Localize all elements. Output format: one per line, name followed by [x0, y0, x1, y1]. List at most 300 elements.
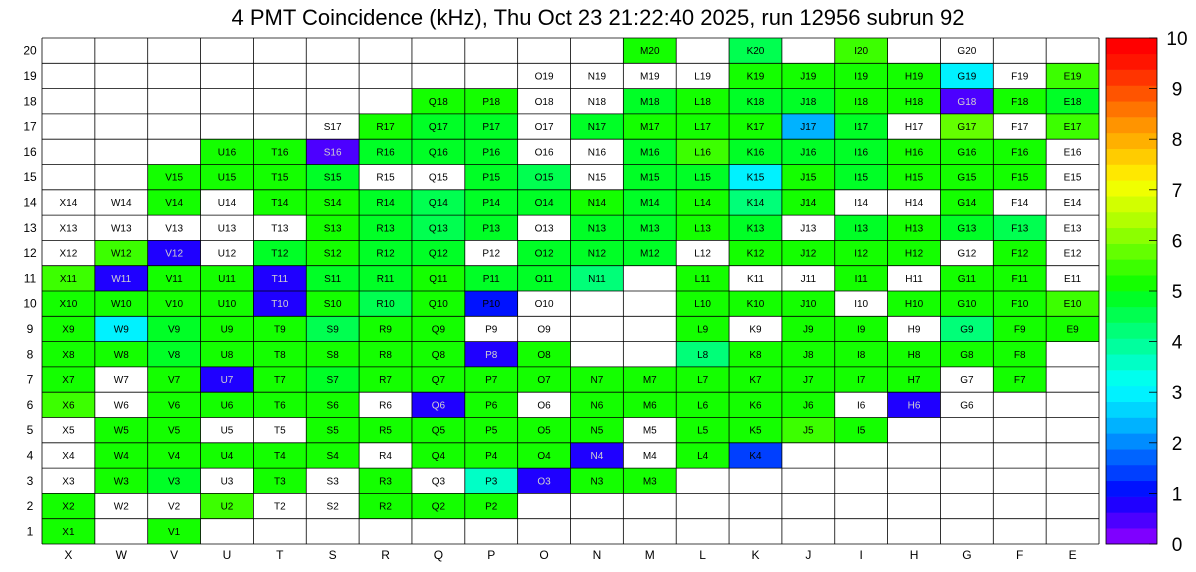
cell-label: J15	[800, 172, 817, 184]
x-tick-label: W	[115, 548, 127, 562]
cell-label: G11	[957, 273, 976, 285]
cell-label: O13	[534, 223, 554, 235]
cell-label: H10	[904, 299, 924, 311]
cell-label: F16	[1011, 147, 1029, 159]
cell-label: F7	[1013, 375, 1026, 387]
scale-band	[1106, 386, 1157, 402]
cell-label: W13	[110, 223, 132, 235]
cell-label: Q18	[428, 96, 448, 108]
cell-label: I15	[854, 172, 869, 184]
cell-label: E14	[1063, 197, 1082, 209]
cell-label: F12	[1011, 248, 1029, 260]
cell-label: L5	[697, 425, 709, 437]
cell-label: Q4	[431, 450, 446, 462]
scale-band	[1106, 528, 1157, 544]
cell-label: E19	[1063, 71, 1082, 83]
cell-label: U14	[217, 197, 237, 209]
y-tick-label: 20	[23, 43, 37, 58]
cell-label: K19	[746, 71, 765, 83]
cell-label: P18	[482, 96, 501, 108]
cell-label: L14	[694, 197, 711, 209]
cell-label: O8	[537, 349, 551, 361]
cell-label: N18	[587, 96, 607, 108]
cell-label: P7	[485, 375, 498, 387]
x-tick-label: E	[1068, 548, 1077, 562]
cell-label: O19	[534, 71, 554, 83]
cell-label: I13	[854, 223, 869, 235]
scale-band	[1106, 70, 1157, 86]
cell-label: P8	[485, 349, 498, 361]
cell-label: F14	[1011, 197, 1029, 209]
cell-label: N6	[590, 400, 604, 412]
cell-label: I11	[854, 273, 868, 285]
cell-label: G16	[957, 147, 977, 159]
scale-band	[1106, 275, 1157, 291]
cell-label: P2	[485, 501, 498, 513]
x-tick-label: K	[751, 548, 760, 562]
cell-label: T13	[271, 223, 289, 235]
cell-label: N19	[587, 71, 607, 83]
cell-label: H19	[904, 71, 924, 83]
cell-label: G12	[957, 248, 977, 260]
cell-label: I5	[857, 425, 866, 437]
cell-label: V8	[168, 349, 181, 361]
scale-band	[1106, 402, 1157, 418]
cell-label: W11	[111, 273, 132, 285]
cell-label: W6	[113, 400, 129, 412]
cell-label: W3	[113, 476, 129, 488]
cell-label: M18	[640, 96, 660, 108]
cell-label: H12	[904, 248, 924, 260]
cell-label: J8	[803, 349, 814, 361]
x-tick-label: Q	[433, 548, 444, 562]
cell-label: S15	[323, 172, 342, 184]
cell-label: S2	[326, 501, 339, 513]
cell-label: S14	[323, 197, 342, 209]
cell-label: T15	[271, 172, 289, 184]
cell-label: W14	[110, 197, 132, 209]
cell-label: N15	[587, 172, 607, 184]
x-tick-label: R	[381, 548, 390, 562]
cell-label: V4	[168, 450, 181, 462]
cell-label: I14	[854, 197, 869, 209]
cell-label: H15	[904, 172, 924, 184]
scale-band	[1106, 465, 1157, 481]
y-tick-label: 7	[26, 372, 34, 387]
cell-label: T7	[273, 375, 286, 387]
cell-label: P9	[485, 324, 498, 336]
cell-label: T2	[273, 501, 286, 513]
cell-label: N11	[588, 273, 606, 285]
cell-label: O16	[534, 147, 554, 159]
cell-label: K20	[746, 46, 765, 58]
cell-label: P15	[482, 172, 501, 184]
scale-band	[1106, 117, 1157, 133]
cell-label: S9	[326, 324, 339, 336]
cell-label: L9	[697, 324, 709, 336]
cell-label: W12	[110, 248, 132, 260]
x-tick-label: S	[328, 548, 337, 562]
y-tick-label: 18	[23, 94, 37, 109]
cell-label: R13	[376, 223, 395, 235]
cell-label: W8	[113, 349, 129, 361]
cell-label: H8	[907, 349, 921, 361]
cell-label: P12	[482, 248, 501, 260]
scale-band	[1106, 149, 1157, 165]
cell-label: I19	[854, 71, 869, 83]
cell-label: U6	[220, 400, 234, 412]
cell-label: O7	[537, 375, 551, 387]
cell-label: R3	[379, 476, 392, 488]
scale-band	[1106, 133, 1157, 149]
cell-label: Q6	[431, 400, 446, 412]
cell-label: Q7	[431, 375, 446, 387]
cell-label: R17	[376, 122, 395, 134]
cell-label: N3	[590, 476, 604, 488]
cell-label: T12	[271, 248, 289, 260]
y-tick-label: 8	[26, 347, 34, 362]
cell-label: W7	[113, 375, 129, 387]
cell-label: L17	[694, 122, 711, 134]
cell-label: L16	[694, 147, 711, 159]
cell-label: N14	[587, 197, 607, 209]
cell-label: R4	[379, 450, 392, 462]
cell-label: E13	[1063, 223, 1082, 235]
cell-label: I16	[854, 147, 869, 159]
cell-label: I6	[857, 400, 866, 412]
cell-label: X9	[62, 324, 75, 336]
y-tick-label: 6	[26, 397, 34, 412]
cell-label: X11	[59, 273, 77, 285]
cell-label: U9	[220, 324, 234, 336]
cell-label: X3	[62, 476, 75, 488]
cell-label: Q14	[428, 197, 448, 209]
cell-label: Q15	[428, 172, 448, 184]
cell-label: R12	[376, 248, 395, 260]
cell-label: H16	[904, 147, 924, 159]
cell-label: V1	[168, 526, 181, 538]
y-tick-label: 16	[23, 144, 37, 159]
cell-label: H17	[904, 122, 924, 134]
cell-label: K11	[746, 273, 765, 285]
cell-label: T10	[271, 299, 289, 311]
cell-label: K17	[746, 122, 765, 134]
cell-label: G13	[957, 223, 977, 235]
scale-band	[1106, 497, 1157, 513]
scale-tick-label: 2	[1171, 433, 1183, 455]
scale-tick-label: 6	[1171, 231, 1183, 253]
cell-label: N13	[587, 223, 607, 235]
cell-label: R11	[376, 273, 395, 285]
cell-label: Q10	[428, 299, 448, 311]
cell-label: E16	[1063, 147, 1082, 159]
cell-label: F8	[1013, 349, 1026, 361]
cell-label: I9	[857, 324, 866, 336]
cell-label: S7	[326, 375, 339, 387]
cell-label: O10	[534, 299, 554, 311]
x-tick-label: U	[222, 548, 232, 562]
cell-label: K10	[746, 299, 765, 311]
cell-label: F11	[1011, 273, 1028, 285]
cell-label: O9	[537, 324, 551, 336]
cell-label: K4	[749, 450, 762, 462]
cell-label: S16	[323, 147, 342, 159]
cell-label: S10	[323, 299, 342, 311]
cell-label: U16	[217, 147, 237, 159]
cell-label: E11	[1064, 273, 1082, 285]
scale-band	[1106, 101, 1157, 117]
cell-label: T14	[271, 197, 289, 209]
cell-label: K5	[749, 425, 762, 437]
scale-band	[1106, 512, 1157, 528]
cell-label: M15	[640, 172, 660, 184]
cell-label: U3	[220, 476, 234, 488]
cell-label: G6	[960, 400, 974, 412]
cell-label: M5	[642, 425, 657, 437]
cell-label: N12	[587, 248, 607, 260]
cell-label: F13	[1011, 223, 1029, 235]
cell-label: K18	[746, 96, 765, 108]
cell-label: M20	[640, 46, 660, 58]
cell-label: R6	[379, 400, 392, 412]
cell-label: V9	[168, 324, 181, 336]
cell-label: O11	[534, 273, 554, 285]
cell-label: W2	[113, 501, 129, 513]
x-tick-label: H	[909, 548, 919, 562]
cell-label: U10	[217, 299, 237, 311]
cell-label: V3	[168, 476, 181, 488]
chart-title: 4 PMT Coincidence (kHz), Thu Oct 23 21:22:40 2025, run 12956 subrun 92	[231, 5, 965, 30]
cell-label: X14	[59, 197, 78, 209]
cell-label: V5	[168, 425, 181, 437]
heatmap-grid	[42, 38, 1099, 544]
x-tick-label: L	[699, 548, 706, 562]
y-tick-label: 10	[23, 296, 37, 311]
cell-label: M14	[640, 197, 660, 209]
y-axis-labels	[23, 44, 37, 539]
color-scale	[1106, 29, 1188, 556]
x-tick-label: X	[64, 548, 73, 562]
cell-label: U4	[220, 450, 234, 462]
cell-label: O3	[537, 476, 551, 488]
cell-label: O17	[534, 122, 554, 134]
scale-band	[1106, 418, 1157, 434]
cell-label: K16	[746, 147, 765, 159]
scale-band	[1106, 212, 1157, 228]
cell-label: H11	[905, 273, 923, 285]
y-tick-label: 13	[23, 220, 37, 235]
cell-label: L6	[697, 400, 709, 412]
cell-label: E12	[1063, 248, 1082, 260]
cell-label: V2	[168, 501, 181, 513]
cell-label: J16	[800, 147, 817, 159]
scale-tick-label: 9	[1171, 79, 1183, 101]
cell-label: O4	[537, 450, 551, 462]
cell-label: R10	[376, 299, 395, 311]
cell-label: X4	[62, 450, 75, 462]
scale-tick-label: 4	[1171, 332, 1183, 354]
cell-label: R8	[379, 349, 392, 361]
cell-label: X8	[62, 349, 75, 361]
cell-label: Q11	[429, 273, 448, 285]
y-tick-label: 15	[23, 170, 37, 185]
cell-label: N5	[590, 425, 604, 437]
cell-label: X10	[59, 299, 78, 311]
y-tick-label: 19	[23, 68, 37, 83]
cell-label: X7	[62, 375, 75, 387]
cell-label: J14	[800, 197, 817, 209]
cell-label: V11	[165, 273, 183, 285]
cell-label: F10	[1011, 299, 1029, 311]
cell-label: M4	[642, 450, 657, 462]
scale-band	[1106, 433, 1157, 449]
cell-label: V13	[165, 223, 184, 235]
cell-label: S17	[323, 122, 342, 134]
cell-label: U12	[217, 248, 237, 260]
cell-label: G14	[957, 197, 977, 209]
cell-label: H6	[907, 400, 921, 412]
scale-tick-label: 0	[1171, 535, 1183, 556]
scale-tick-label: 3	[1171, 383, 1183, 405]
cell-label: X1	[62, 526, 75, 538]
cell-label: Q13	[428, 223, 448, 235]
cell-label: L18	[694, 96, 711, 108]
cell-label: J7	[803, 375, 814, 387]
cell-label: U8	[220, 349, 234, 361]
cell-label: K14	[746, 197, 765, 209]
cell-label: N17	[587, 122, 607, 134]
scale-band	[1106, 38, 1157, 54]
cell-label: F19	[1011, 71, 1029, 83]
cell-label: V7	[168, 375, 181, 387]
cell-label: O15	[534, 172, 554, 184]
scale-band	[1106, 196, 1157, 212]
cell-label: U5	[220, 425, 234, 437]
cell-label: S4	[326, 450, 339, 462]
cell-label: U13	[217, 223, 237, 235]
y-tick-label: 4	[26, 448, 34, 463]
cell-label: P17	[482, 122, 501, 134]
cell-label: S13	[323, 223, 342, 235]
cell-label: U7	[220, 375, 234, 387]
scale-tick-label: 10	[1166, 29, 1188, 50]
cell-label: L13	[694, 223, 711, 235]
cell-label: V10	[165, 299, 184, 311]
x-tick-label: P	[487, 548, 496, 562]
cell-label: J11	[800, 273, 817, 285]
scale-band	[1106, 449, 1157, 465]
scale-band	[1106, 259, 1157, 275]
cell-label: T16	[271, 147, 289, 159]
cell-label: J17	[800, 122, 817, 134]
cell-label: O14	[534, 197, 554, 209]
cell-label: E18	[1063, 96, 1082, 108]
cell-label: Q8	[431, 349, 446, 361]
x-tick-label: O	[539, 548, 549, 562]
cell-label: J18	[800, 96, 817, 108]
cell-label: S6	[326, 400, 339, 412]
cell-label: K8	[749, 349, 762, 361]
y-tick-label: 11	[23, 271, 37, 286]
cell-label: G15	[957, 172, 977, 184]
cell-label: R9	[379, 324, 392, 336]
x-tick-label: G	[962, 548, 972, 562]
cell-label: M19	[640, 71, 660, 83]
cell-label: G17	[957, 122, 977, 134]
x-tick-label: J	[805, 548, 812, 562]
cell-label: G9	[960, 324, 974, 336]
cell-label: J13	[800, 223, 817, 235]
cell-label: R15	[376, 172, 395, 184]
cell-label: G19	[957, 71, 977, 83]
y-tick-label: 3	[26, 473, 34, 488]
cell-label: K15	[746, 172, 765, 184]
cell-label: G8	[960, 349, 974, 361]
cell-label: I20	[854, 46, 869, 58]
cell-label: V14	[165, 197, 184, 209]
cell-label: J10	[800, 299, 817, 311]
cell-label: P4	[485, 450, 498, 462]
cell-label: T5	[273, 425, 286, 437]
cell-label: W10	[110, 299, 132, 311]
scale-band	[1106, 338, 1157, 354]
cell-label: E17	[1063, 122, 1082, 134]
cell-label: S3	[326, 476, 339, 488]
y-tick-label: 9	[26, 321, 34, 336]
y-tick-label: 1	[26, 524, 34, 539]
x-tick-label: I	[859, 548, 863, 562]
cell-label: E9	[1066, 324, 1079, 336]
cell-label: G20	[957, 46, 977, 58]
cell-label: F17	[1011, 122, 1029, 134]
cell-label: S11	[324, 273, 342, 285]
cell-label: E15	[1063, 172, 1082, 184]
cell-label: L11	[694, 273, 711, 285]
cell-label: K13	[746, 223, 765, 235]
cell-label: O6	[537, 400, 551, 412]
cell-label: U11	[218, 273, 236, 285]
cell-label: F18	[1011, 96, 1029, 108]
scale-band	[1106, 180, 1157, 196]
cell-label: S8	[326, 349, 339, 361]
cell-label: I7	[857, 375, 866, 387]
cell-label: I18	[854, 96, 869, 108]
cell-label: I17	[854, 122, 869, 134]
cell-label: J6	[803, 400, 814, 412]
cell-label: X5	[62, 425, 75, 437]
cell-label: T3	[273, 476, 286, 488]
cell-label: M6	[642, 400, 657, 412]
cell-label: X6	[62, 400, 75, 412]
cell-label: O18	[534, 96, 554, 108]
cell-label: L12	[694, 248, 711, 260]
scale-band	[1106, 85, 1157, 101]
cell-label: F15	[1011, 172, 1029, 184]
cell-label: H7	[907, 375, 921, 387]
cell-label: L10	[694, 299, 711, 311]
cell-label: K9	[749, 324, 762, 336]
cell-label: P16	[482, 147, 501, 159]
cell-label: K12	[746, 248, 765, 260]
cell-label: W4	[113, 450, 129, 462]
cell-label: I12	[854, 248, 869, 260]
cell-label: T4	[273, 450, 286, 462]
scale-band	[1106, 165, 1157, 181]
scale-band	[1106, 481, 1157, 497]
x-tick-label: V	[170, 548, 179, 562]
cell-label: R2	[379, 501, 392, 513]
cell-label: F9	[1013, 324, 1026, 336]
